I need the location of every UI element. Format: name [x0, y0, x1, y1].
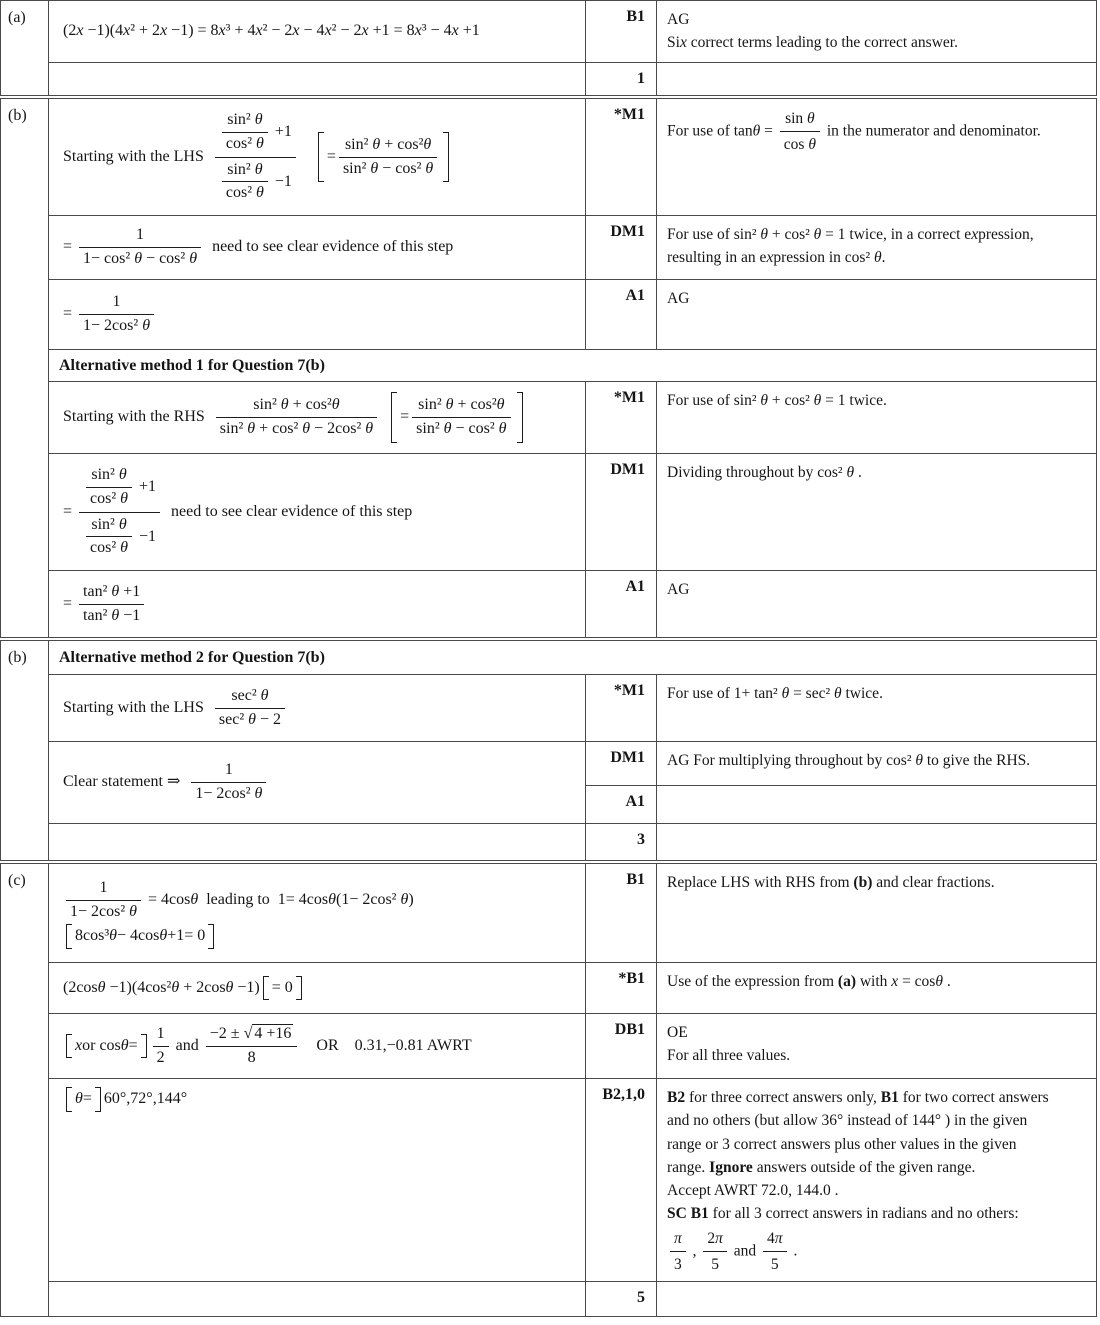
- mark-cell: *M1: [586, 382, 657, 454]
- mark-cell: A1: [586, 571, 657, 638]
- comment-cell: For use of sin² θ + cos² θ = 1 twice.: [657, 382, 1097, 454]
- mark-cell: B2,1,0: [586, 1079, 657, 1282]
- working-cell: x or cos θ = $\frac{1}{2}$ and $\frac{-2 \pm √ 4 +16}{8}$ OR 0.31,−0.81 AWRT: [49, 1014, 586, 1079]
- working-cell: (2cosθ −1)(4cos²θ + 2cosθ −1) = 0: [49, 963, 586, 1014]
- comment-cell: B2 for three correct answers only, B1 for two correct answers and no others (but allow 36° instead of 144° ) in the given range or 3 correct answers plus other values in the given range. Ignore answers outside of the given range. Accept AWRT 72.0, 144.0 . SC B1 for all 3 correct answers in radians and no others: $\frac{\pi}{3}$ , $\frac{2\pi}{5}$ and $\frac{4\pi}{5}$ .: [657, 1079, 1097, 1282]
- mark-cell: DM1: [586, 454, 657, 571]
- working-cell: Clear statement ⇒ $\frac{1}{\text{1− 2cos² θ}}$: [49, 742, 586, 824]
- mark-cell: *M1: [586, 675, 657, 742]
- comment-cell: Use of the expression from (a) with x = cosθ .: [657, 963, 1097, 1014]
- mark-cell: DB1: [586, 1014, 657, 1079]
- working-cell: = $\frac{1}{\text{1− cos² θ − cos² θ}}$ need to see clear evidence of this step: [49, 216, 586, 280]
- alternative-method-2-header: Alternative method 2 for Question 7(b): [49, 641, 1097, 675]
- working-cell: = $\frac{1}{\text{1− 2cos² θ}}$: [49, 280, 586, 350]
- subtotal-cell: 3: [586, 824, 657, 861]
- subtotal-cell: 1: [586, 63, 657, 96]
- section-a: [0, 0, 1097, 96]
- mark-cell: B1: [586, 864, 657, 963]
- working-cell: [49, 1282, 586, 1317]
- part-label-b: (b): [1, 99, 49, 638]
- mark-cell: A1: [586, 786, 657, 824]
- section-b-main: [0, 98, 1097, 638]
- working-cell: Starting with the LHS $\frac{\text{sec² θ}}{\text{sec² θ − 2}}$: [49, 675, 586, 742]
- comment-cell: OE For all three values.: [657, 1014, 1097, 1079]
- working-cell: θ = 60°,72°,144°: [49, 1079, 586, 1282]
- section-b-alt2: [0, 640, 1097, 861]
- alternative-method-1-header: Alternative method 1 for Question 7(b): [49, 350, 1097, 382]
- part-label-c: (c): [1, 864, 49, 1317]
- mark-cell: *M1: [586, 99, 657, 216]
- comment-cell: For use of sin² θ + cos² θ = 1 twice, in a correct expression, resulting in an expression in cos² θ.: [657, 216, 1097, 280]
- part-label-b2: (b): [1, 641, 49, 861]
- comment-cell: AG: [657, 280, 1097, 350]
- working-cell: (2x −1)(4x² + 2x −1) = 8x³ + 4x² − 2x − 4x² − 2x +1 = 8x³ − 4x +1: [49, 1, 586, 63]
- working-cell: = $\frac{\text{tan² θ +1}}{\text{tan² θ −1}}$: [49, 571, 586, 638]
- comment-cell: [657, 824, 1097, 861]
- mark-cell: DM1: [586, 216, 657, 280]
- mark-cell: B1: [586, 1, 657, 63]
- comment-cell: Replace LHS with RHS from (b) and clear fractions.: [657, 864, 1097, 963]
- comment-cell: Dividing throughout by cos² θ .: [657, 454, 1097, 571]
- comment-cell: [657, 1282, 1097, 1317]
- subtotal-cell: 5: [586, 1282, 657, 1317]
- mark-cell: *B1: [586, 963, 657, 1014]
- mark-cell: DM1: [586, 742, 657, 786]
- working-cell: Starting with the LHS $\frac{\text{sin² θ}}{\text{cos² θ}}$ +1 $\frac{\text{sin² θ}}{\text{cos² θ}}$ −1 = $\frac{\text{sin² θ + cos²θ}}{\text{sin² θ − cos² θ}}$: [49, 99, 586, 216]
- section-c: [0, 863, 1097, 1317]
- comment-cell: For use of 1+ tan² θ = sec² θ twice.: [657, 675, 1097, 742]
- working-cell: [49, 63, 586, 96]
- working-cell: = $\frac{\text{sin² θ}}{\text{cos² θ}}$ +1 $\frac{\text{sin² θ}}{\text{cos² θ}}$ −1 need to see clear evidence of this step: [49, 454, 586, 571]
- comment-cell: For use of tanθ = $\frac{\text{sin θ}}{\text{cos θ}}$ in the numerator and denominator.: [657, 99, 1097, 216]
- comment-cell: AG: [657, 571, 1097, 638]
- part-label-a: (a): [1, 1, 49, 96]
- comment-cell: AG For multiplying throughout by cos² θ to give the RHS.: [657, 742, 1097, 786]
- working-cell: [49, 824, 586, 861]
- comment-cell: AG Six correct terms leading to the correct answer.: [657, 1, 1097, 63]
- comment-cell: [657, 63, 1097, 96]
- working-cell: $\frac{1}{\text{1− 2cos² θ}}$ = 4cosθ leading to 1= 4cosθ(1− 2cos² θ) 8cos³ θ − 4cos θ +1= 0: [49, 864, 586, 963]
- mark-cell: A1: [586, 280, 657, 350]
- working-cell: Starting with the RHS $\frac{\text{sin² θ + cos²θ}}{\text{sin² θ + cos² θ − 2cos² θ}}$ = $\frac{\text{sin² θ + cos²θ}}{\text{sin² θ − cos² θ}}$: [49, 382, 586, 454]
- comment-cell: [657, 786, 1097, 824]
